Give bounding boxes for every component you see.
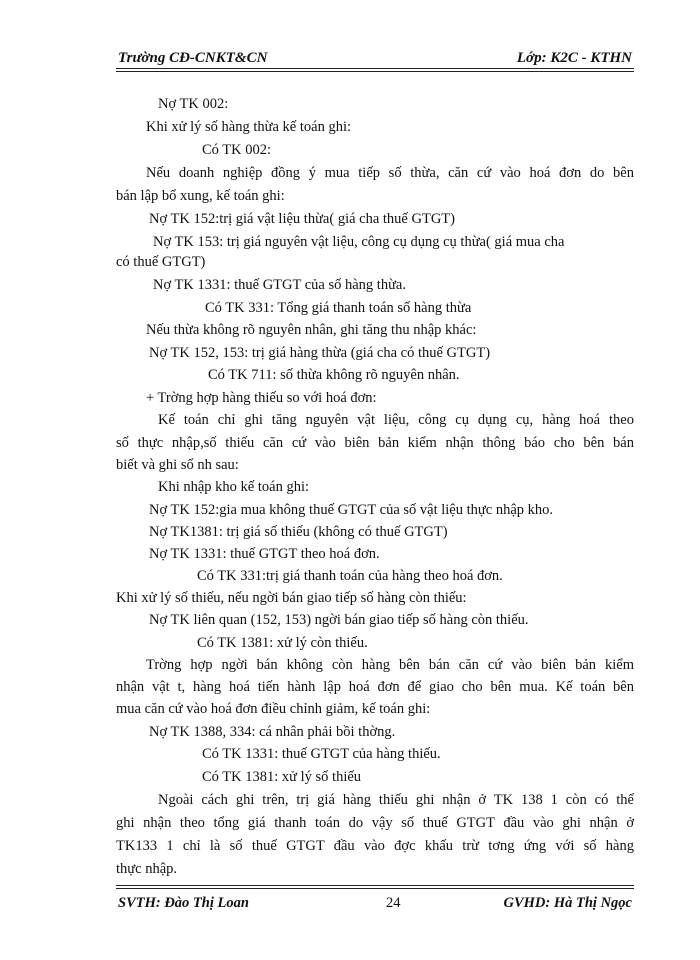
body-line: Nợ TK 152:trị giá vật liệu thừa( giá cha thuế GTGT) xyxy=(149,211,455,227)
body-line: bán lập bổ xung, kế toán ghi: xyxy=(116,188,285,204)
body-line: Nếu doanh nghiệp đồng ý mua tiếp số thừa, căn cứ vào hoá đơn do bên xyxy=(146,165,634,181)
body-line: Nợ TK 153: trị giá nguyên vật liệu, công cụ dụng cụ thừa( giá mua cha xyxy=(153,234,565,250)
body-line: số thực nhập,số thiếu căn cứ vào biên bản kiểm nhận thông báo cho bên bán xyxy=(116,435,634,451)
body-line: Có TK 1331: thuế GTGT của hàng thiếu. xyxy=(202,746,441,762)
body-line: Nợ TK 1388, 334: cá nhân phải bồi thờng. xyxy=(149,724,396,740)
header-school: Trường CĐ-CNKT&CN xyxy=(118,50,268,66)
header-rule xyxy=(116,68,634,69)
body-line: Ngoài cách ghi trên, trị giá hàng thiếu ghi nhận ở TK 138 1 còn có thể xyxy=(158,792,634,808)
body-line: Nợ TK liên quan (152, 153) ngời bán giao tiếp số hàng còn thiếu. xyxy=(149,612,529,628)
body-line: + Trờng hợp hàng thiếu so với hoá đơn: xyxy=(146,390,377,406)
header-class: Lớp: K2C - KTHN xyxy=(516,50,632,66)
body-line: Khi xử lý số hàng thừa kế toán ghi: xyxy=(146,119,351,135)
body-line: Có TK 331: Tổng giá thanh toán số hàng thừa xyxy=(205,300,472,316)
body-line: Có TK 002: xyxy=(202,142,272,158)
body-line: nhận vật t, hàng hoá tiến hành lập hoá đơn để giao cho bên mua. Kế toán bên xyxy=(116,679,634,695)
body-line: Khi xử lý số thiếu, nếu ngời bán giao tiếp số hàng còn thiếu: xyxy=(116,590,467,606)
body-line: Nếu thừa không rõ nguyên nhân, ghi tăng thu nhập khác: xyxy=(146,322,477,338)
body-line: Nợ TK 1331: thuế GTGT theo hoá đơn. xyxy=(149,546,380,562)
footer-rule-second xyxy=(116,888,634,889)
body-line: Kế toán chỉ ghi tăng nguyên vật liệu, công cụ dụng cụ, hàng hoá theo xyxy=(158,412,634,428)
page-footer xyxy=(118,895,632,917)
body-line: Khi nhập kho kế toán ghi: xyxy=(158,479,310,495)
page-number: 24 xyxy=(386,895,401,911)
footer-rule xyxy=(116,885,634,886)
body-line: TK133 1 chỉ là số thuế GTGT đầu vào đợc khấu trừ tơng ứng với số hàng xyxy=(116,838,634,854)
body-line: Có TK 711: số thừa không rõ nguyên nhân. xyxy=(208,367,460,383)
body-line: Trờng hợp ngời bán không còn hàng bên bán căn cứ vào biên bản kiểm xyxy=(146,657,634,673)
body-line: Nợ TK1381: trị giá số thiếu (không có thuế GTGT) xyxy=(149,524,448,540)
body-line: Nợ TK 1331: thuế GTGT của số hàng thừa. xyxy=(153,277,406,293)
body-line: mua căn cứ vào hoá đơn điều chỉnh giảm, kế toán ghi: xyxy=(116,701,431,717)
body-line: Nợ TK 152:gia mua không thuế GTGT của số vật liệu thực nhập kho. xyxy=(149,502,554,518)
footer-advisor: GVHD: Hà Thị Ngọc xyxy=(503,895,632,911)
header-rule-second xyxy=(116,71,634,72)
body-line: thực nhập. xyxy=(116,861,178,877)
body-line: Có TK 1381: xử lý còn thiếu. xyxy=(197,635,368,651)
body-line: Có TK 1381: xử lý số thiếu xyxy=(202,769,362,785)
body-line: biết và ghi sổ nh sau: xyxy=(116,457,239,473)
body-line: Nợ TK 152, 153: trị giá hàng thừa (giá cha có thuế GTGT) xyxy=(149,345,491,361)
footer-student: SVTH: Đào Thị Loan xyxy=(118,895,249,911)
body-line: có thuế GTGT) xyxy=(116,254,206,270)
body-line: Nợ TK 002: xyxy=(158,96,229,112)
body-line: Có TK 331:trị giá thanh toán của hàng theo hoá đơn. xyxy=(197,568,503,584)
body-line: ghi nhận theo tổng giá thanh toán do vậy số thuế GTGT đầu vào ghi nhận ở xyxy=(116,815,634,831)
